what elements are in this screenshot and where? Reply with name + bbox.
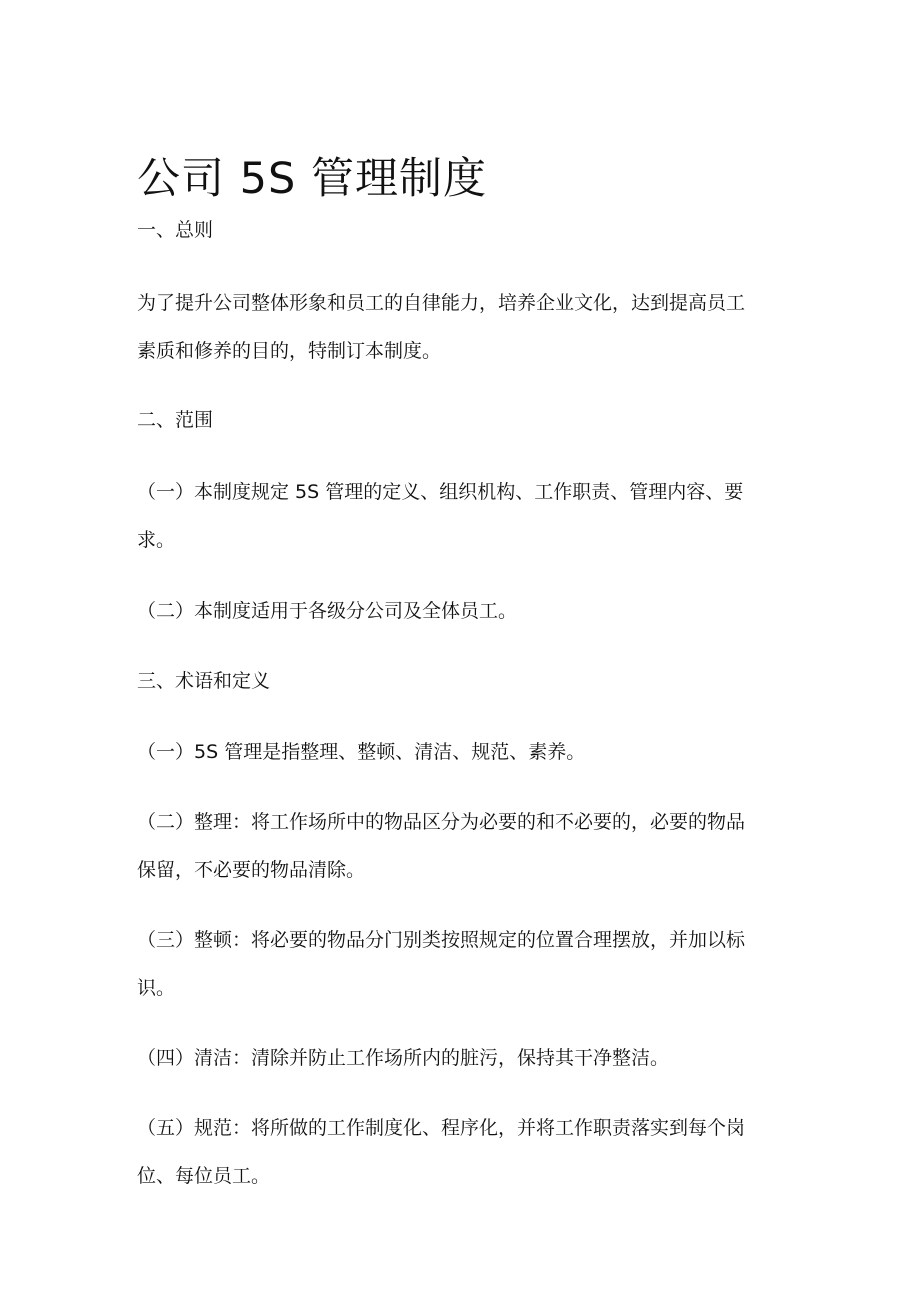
paragraph-line: 识。 <box>137 977 176 999</box>
paragraph-line: （四）清洁：清除并防止工作场所内的脏污，保持其干净整洁。 <box>137 1047 670 1069</box>
paragraph-line: 求。 <box>137 529 176 551</box>
paragraph-line: （一）本制度规定 5S 管理的定义、组织机构、工作职责、管理内容、要 <box>137 481 744 503</box>
section-heading-general: 一、总则 <box>137 219 214 241</box>
paragraph-line: 位、每位员工。 <box>137 1165 271 1187</box>
paragraph-line: （三）整顿：将必要的物品分门别类按照规定的位置合理摆放，并加以标 <box>137 929 746 951</box>
paragraph-line: 素质和修养的目的，特制订本制度。 <box>137 340 442 362</box>
section-heading-scope: 二、范围 <box>137 409 214 431</box>
paragraph-line: 保留，不必要的物品清除。 <box>137 859 366 881</box>
paragraph-line: （二）整理：将工作场所中的物品区分为必要的和不必要的，必要的物品 <box>137 811 746 833</box>
section-heading-definitions: 三、术语和定义 <box>137 670 271 692</box>
paragraph-line: （一）5S 管理是指整理、整顿、清洁、规范、素养。 <box>137 741 586 763</box>
paragraph-line: （五）规范：将所做的工作制度化、程序化，并将工作职责落实到每个岗 <box>137 1117 746 1139</box>
document-title: 公司 5S 管理制度 <box>137 153 487 204</box>
paragraph-line: 为了提升公司整体形象和员工的自律能力，培养企业文化，达到提高员工 <box>137 292 746 314</box>
paragraph-line: （二）本制度适用于各级分公司及全体员工。 <box>137 600 518 622</box>
